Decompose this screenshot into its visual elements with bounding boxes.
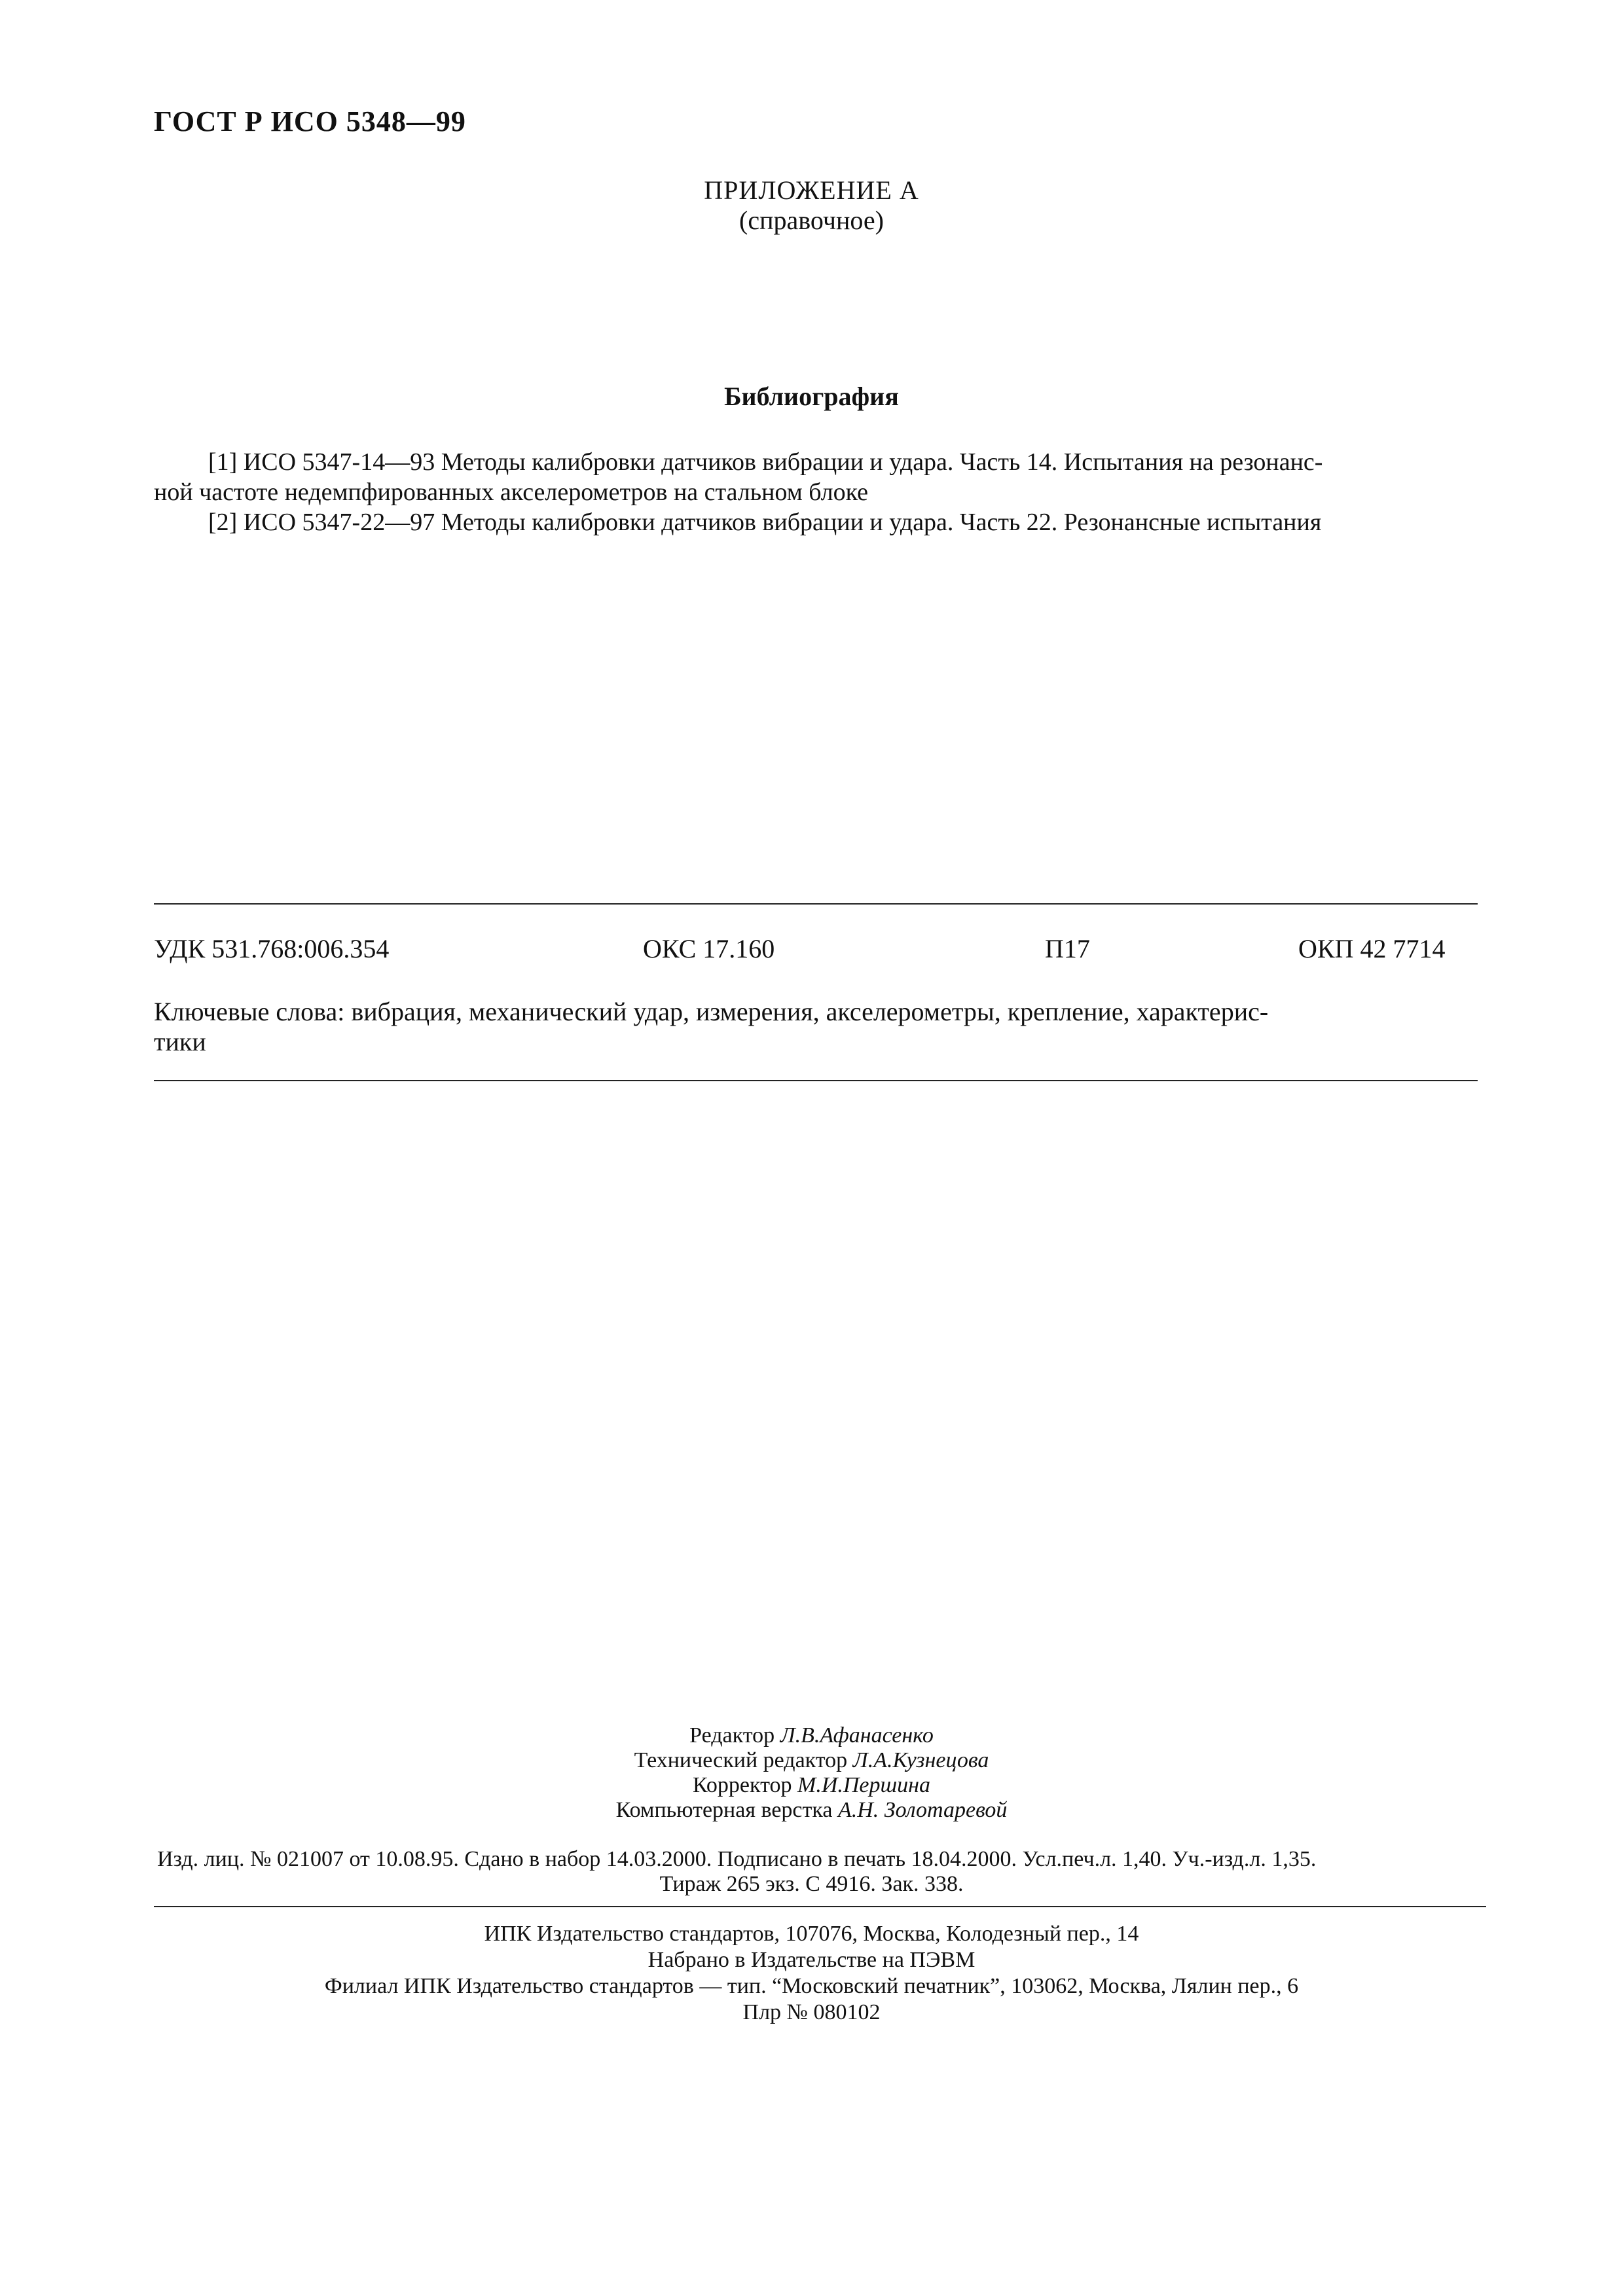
publication-info-line-1: Изд. лиц. № 021007 от 10.08.95. Сдано в набор 14.03.2000. Подписано в печать 18.04.2000. Усл.печ.л. 1,40. Уч.-изд.л. 1,35. — [157, 1847, 1317, 1871]
footer-line-1: ИПК Издательство стандартов, 107076, Москва, Колодезный пер., 14 — [484, 1922, 1139, 1946]
credit-name: Л.А.Кузнецова — [852, 1748, 989, 1772]
udk-code: УДК 531.768:006.354 — [154, 934, 390, 963]
credit-role: Редактор — [689, 1723, 780, 1748]
bibliography-entry-1-line-2: ной частоте недемпфированных акселерометров на стальном блоке — [154, 478, 868, 506]
oks-code: ОКС 17.160 — [643, 934, 775, 963]
document-code: ГОСТ Р ИСО 5348—99 — [154, 105, 466, 137]
bibliography-entry-1-line-1: [1] ИСО 5347-14—93 Методы калибровки датчиков вибрации и удара. Часть 14. Испытания на резонанс- — [208, 448, 1323, 476]
divider-footer — [154, 1906, 1486, 1907]
divider-bottom — [154, 1080, 1478, 1081]
credit-proofreader — [0, 1773, 1623, 1798]
bibliography-entry-2-line-1: [2] ИСО 5347-22—97 Методы калибровки датчиков вибрации и удара. Часть 22. Резонансные испытания — [208, 509, 1322, 536]
credit-name: М.И.Першина — [797, 1773, 931, 1797]
credit-layout — [0, 1798, 1623, 1823]
credit-editor — [0, 1723, 1623, 1748]
bibliography-title: Библиография — [724, 382, 899, 411]
credit-name: А.Н. Золотаревой — [837, 1798, 1008, 1822]
group-code: П17 — [1045, 934, 1090, 963]
appendix-title: ПРИЛОЖЕНИЕ А — [704, 175, 919, 205]
keywords-line-1: Ключевые слова: вибрация, механический удар, измерения, акселерометры, крепление, характерис- — [154, 997, 1269, 1026]
divider-top — [154, 903, 1478, 905]
credit-technical-editor — [0, 1748, 1623, 1773]
footer-line-4: Плр № 080102 — [742, 2000, 881, 2024]
credit-name: Л.В.Афанасенко — [780, 1723, 934, 1748]
credit-role: Технический редактор — [634, 1748, 853, 1772]
okp-code: ОКП 42 7714 — [1298, 934, 1446, 963]
publication-info-line-2: Тираж 265 экз. С 4916. Зак. 338. — [659, 1872, 964, 1896]
keywords-line-2: тики — [154, 1027, 206, 1056]
footer-line-2: Набрано в Издательстве на ПЭВМ — [647, 1948, 976, 1972]
credit-role: Компьютерная верстка — [615, 1798, 838, 1822]
credit-role: Корректор — [692, 1773, 797, 1797]
appendix-subtitle: (справочное) — [739, 206, 884, 235]
footer-line-3: Филиал ИПК Издательство стандартов — тип. “Московский печатник”, 103062, Москва, Лялин пер., 6 — [324, 1974, 1299, 1998]
